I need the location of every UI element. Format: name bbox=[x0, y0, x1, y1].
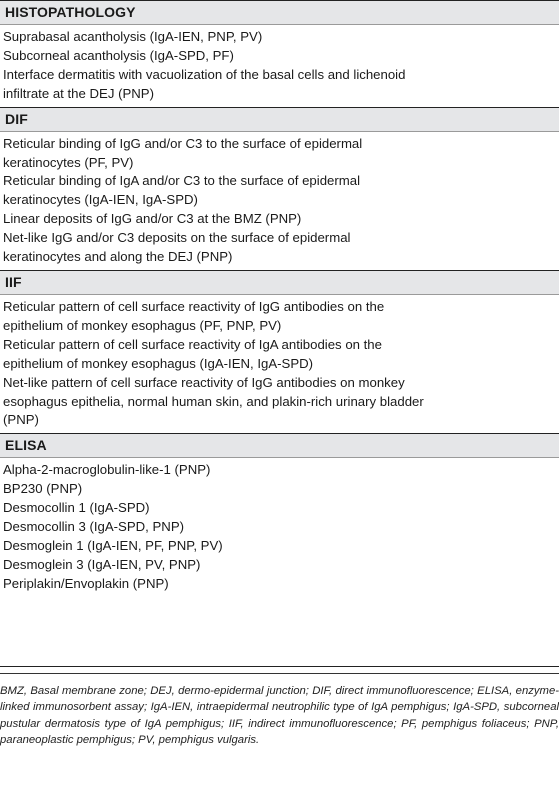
list-item: Interface dermatitis with vacuolization of the basal cells and lichenoid infiltrate at the DEJ (PNP) bbox=[3, 66, 406, 101]
section-body bbox=[0, 458, 559, 596]
list-item: Periplakin/Envoplakin (PNP) bbox=[3, 575, 169, 591]
section-header: IIF bbox=[0, 270, 559, 295]
section-header: DIF bbox=[0, 107, 559, 132]
list-item: Reticular binding of IgG and/or C3 to the surface of epidermal keratinocytes (PF, PV) bbox=[3, 135, 363, 170]
list-item: Desmoglein 3 (IgA-IEN, PV, PNP) bbox=[3, 556, 201, 572]
list-item: Alpha-2-macroglobulin-like-1 (PNP) bbox=[3, 462, 211, 478]
list-item: Desmocollin 1 (IgA-SPD) bbox=[3, 500, 150, 516]
list-item: BP230 (PNP) bbox=[3, 481, 83, 497]
list-item: Net-like pattern of cell surface reactivity of IgG antibodies on monkey esophagus epithelia, normal human skin, and plakin-rich urinary bladder (PNP) bbox=[3, 374, 424, 428]
table-footnote: BMZ, Basal membrane zone; DEJ, dermo-epidermal junction; DIF, direct immunofluorescence; ELISA, enzyme-linked immunosorbent assay; IgA-IEN, intraepidermal neutrophilic type of IgA pemphigus; IgA-SPD, subcorneal pustular dermatosis type of IgA pemphigus; IIF, indirect immunofluorescence; PF, pemphigus foliaceus; PNP, paraneoplastic pemphigus; PV, pemphigus vulgaris. bbox=[0, 673, 559, 748]
section-iif bbox=[0, 270, 559, 433]
section-dif bbox=[0, 107, 559, 270]
list-item: Suprabasal acantholysis (IgA-IEN, PNP, PV) bbox=[3, 29, 263, 44]
section-header: HISTOPATHOLOGY bbox=[0, 0, 559, 25]
list-item: Desmocollin 3 (IgA-SPD, PNP) bbox=[3, 519, 185, 535]
section-histopathology bbox=[0, 0, 559, 107]
section-body bbox=[0, 132, 559, 270]
list-item: Reticular pattern of cell surface reactivity of IgG antibodies on the epithelium of monkey esophagus (PF, PNP, PV) bbox=[3, 298, 385, 333]
section-body bbox=[0, 25, 559, 107]
list-item: Subcorneal acantholysis (IgA-SPD, PF) bbox=[3, 47, 234, 63]
section-header: ELISA bbox=[0, 433, 559, 458]
list-item: Net-like IgG and/or C3 deposits on the surface of epidermal keratinocytes and along the DEJ (PNP) bbox=[3, 230, 351, 265]
list-item: Reticular pattern of cell surface reactivity of IgA antibodies on the epithelium of monkey esophagus (IgA-IEN, IgA-SPD) bbox=[3, 336, 382, 371]
section-body bbox=[0, 295, 559, 433]
list-item: Reticular binding of IgA and/or C3 to the surface of epidermal keratinocytes (IgA-IEN, IgA-SPD) bbox=[3, 173, 361, 208]
section-elisa bbox=[0, 433, 559, 596]
table-bottom-rule bbox=[0, 666, 559, 667]
list-item: Linear deposits of IgG and/or C3 at the BMZ (PNP) bbox=[3, 211, 302, 227]
list-item: Desmoglein 1 (IgA-IEN, PF, PNP, PV) bbox=[3, 537, 223, 553]
